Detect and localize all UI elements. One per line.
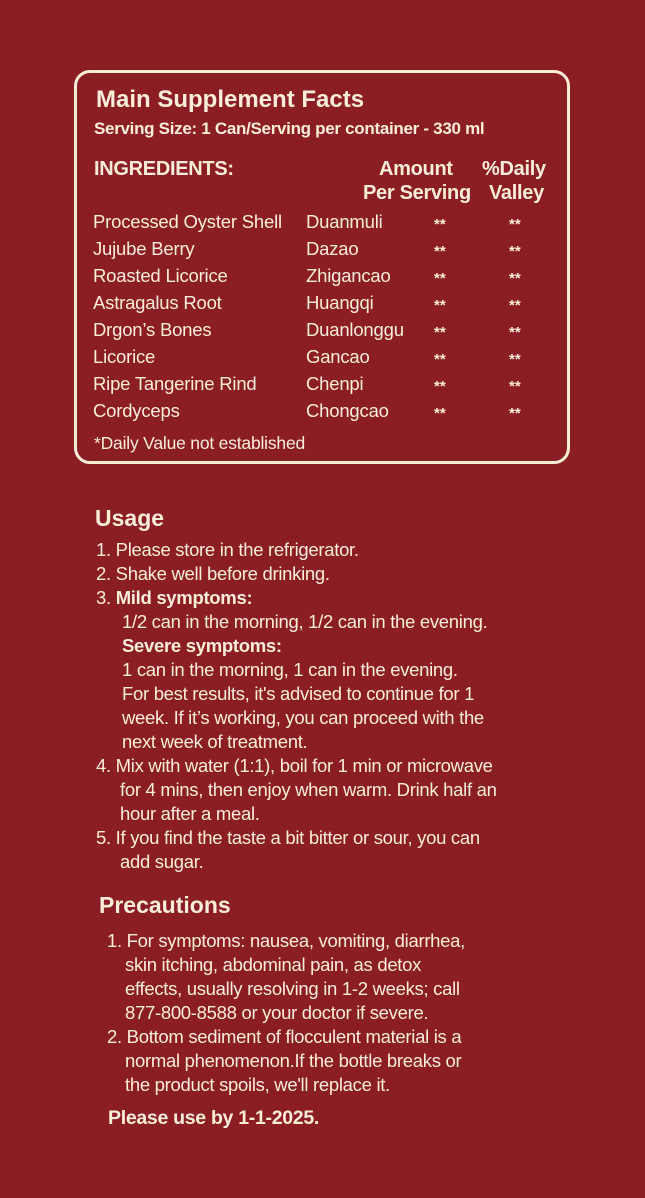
daily-value-note: *Daily Value not established bbox=[94, 433, 306, 453]
amount-header-2: Per Serving bbox=[363, 182, 471, 204]
usage-line: 1. Please store in the refrigerator. bbox=[96, 539, 359, 560]
daily-header-1: %Daily bbox=[482, 158, 546, 180]
ingredient-pinyin: Duanlonggu bbox=[306, 319, 404, 340]
ingredient-daily: ** bbox=[509, 243, 521, 260]
usage-line: for 4 mins, then enjoy when warm. Drink half an bbox=[120, 779, 497, 800]
ingredient-pinyin: Chongcao bbox=[306, 400, 389, 421]
ingredient-pinyin: Chenpi bbox=[306, 373, 364, 394]
usage-line: 4. Mix with water (1:1), boil for 1 min or microwave bbox=[96, 755, 493, 776]
ingredient-name: Jujube Berry bbox=[93, 238, 195, 259]
ingredient-pinyin: Huangqi bbox=[306, 292, 374, 313]
ingredient-daily: ** bbox=[509, 351, 521, 368]
precaution-line: 2. Bottom sediment of flocculent material is a bbox=[107, 1026, 462, 1047]
serving-size: Serving Size: 1 Can/Serving per container - 330 ml bbox=[94, 119, 485, 138]
ingredient-amount: ** bbox=[434, 351, 446, 368]
ingredient-name: Licorice bbox=[93, 346, 156, 367]
daily-header-2: Valley bbox=[489, 182, 544, 204]
ingredient-amount: ** bbox=[434, 243, 446, 260]
facts-title: Main Supplement Facts bbox=[96, 86, 365, 113]
ingredient-pinyin: Zhigancao bbox=[306, 265, 391, 286]
ingredient-amount: ** bbox=[434, 378, 446, 395]
precaution-line: the product spoils, we'll replace it. bbox=[125, 1074, 390, 1095]
ingredient-pinyin: Gancao bbox=[306, 346, 370, 367]
usage-step-number: 3. bbox=[96, 587, 111, 608]
ingredient-name: Drgon’s Bones bbox=[93, 319, 212, 340]
ingredient-daily: ** bbox=[509, 405, 521, 422]
amount-header-1: Amount bbox=[379, 158, 453, 180]
precaution-line: effects, usually resolving in 1-2 weeks; call bbox=[125, 978, 460, 999]
usage-heading: Usage bbox=[95, 505, 165, 531]
ingredient-name: Astragalus Root bbox=[93, 292, 222, 313]
mild-symptoms-label: Mild symptoms: bbox=[115, 587, 253, 608]
ingredient-pinyin: Dazao bbox=[306, 238, 359, 259]
usage-line: 2. Shake well before drinking. bbox=[96, 563, 330, 584]
ingredient-daily: ** bbox=[509, 297, 521, 314]
ingredient-name: Ripe Tangerine Rind bbox=[93, 373, 257, 394]
ingredient-amount: ** bbox=[434, 297, 446, 314]
ingredient-daily: ** bbox=[509, 324, 521, 341]
usage-line: hour after a meal. bbox=[120, 803, 260, 824]
ingredient-name: Cordyceps bbox=[93, 400, 180, 421]
usage-line: 1 can in the morning, 1 can in the evening. bbox=[122, 659, 458, 680]
severe-symptoms-label: Severe symptoms: bbox=[122, 635, 282, 656]
usage-line: add sugar. bbox=[120, 851, 204, 872]
usage-line: For best results, it's advised to continue for 1 bbox=[122, 683, 475, 704]
usage-line bbox=[96, 587, 252, 609]
ingredient-name: Roasted Licorice bbox=[93, 265, 228, 286]
precautions-heading: Precautions bbox=[99, 892, 231, 918]
ingredient-pinyin: Duanmuli bbox=[306, 211, 383, 232]
precaution-line: skin itching, abdominal pain, as detox bbox=[125, 954, 422, 975]
ingredient-daily: ** bbox=[509, 378, 521, 395]
ingredient-amount: ** bbox=[434, 216, 446, 233]
precaution-line: 1. For symptoms: nausea, vomiting, diarrhea, bbox=[107, 930, 465, 951]
ingredient-amount: ** bbox=[434, 405, 446, 422]
precaution-line: normal phenomenon.If the bottle breaks or bbox=[125, 1050, 462, 1071]
ingredient-amount: ** bbox=[434, 324, 446, 341]
usage-line: 1/2 can in the morning, 1/2 can in the evening. bbox=[122, 611, 488, 632]
ingredient-daily: ** bbox=[509, 216, 521, 233]
ingredients-header: INGREDIENTS: bbox=[94, 158, 234, 180]
usage-line: next week of treatment. bbox=[122, 731, 308, 752]
usage-line: 5. If you find the taste a bit bitter or sour, you can bbox=[96, 827, 480, 848]
usage-line: week. If it’s working, you can proceed with the bbox=[122, 707, 484, 728]
ingredient-name: Processed Oyster Shell bbox=[93, 211, 282, 232]
precaution-line: 877-800-8588 or your doctor if severe. bbox=[125, 1002, 429, 1023]
ingredient-daily: ** bbox=[509, 270, 521, 287]
ingredient-amount: ** bbox=[434, 270, 446, 287]
use-by-date: Please use by 1-1-2025. bbox=[108, 1107, 319, 1129]
